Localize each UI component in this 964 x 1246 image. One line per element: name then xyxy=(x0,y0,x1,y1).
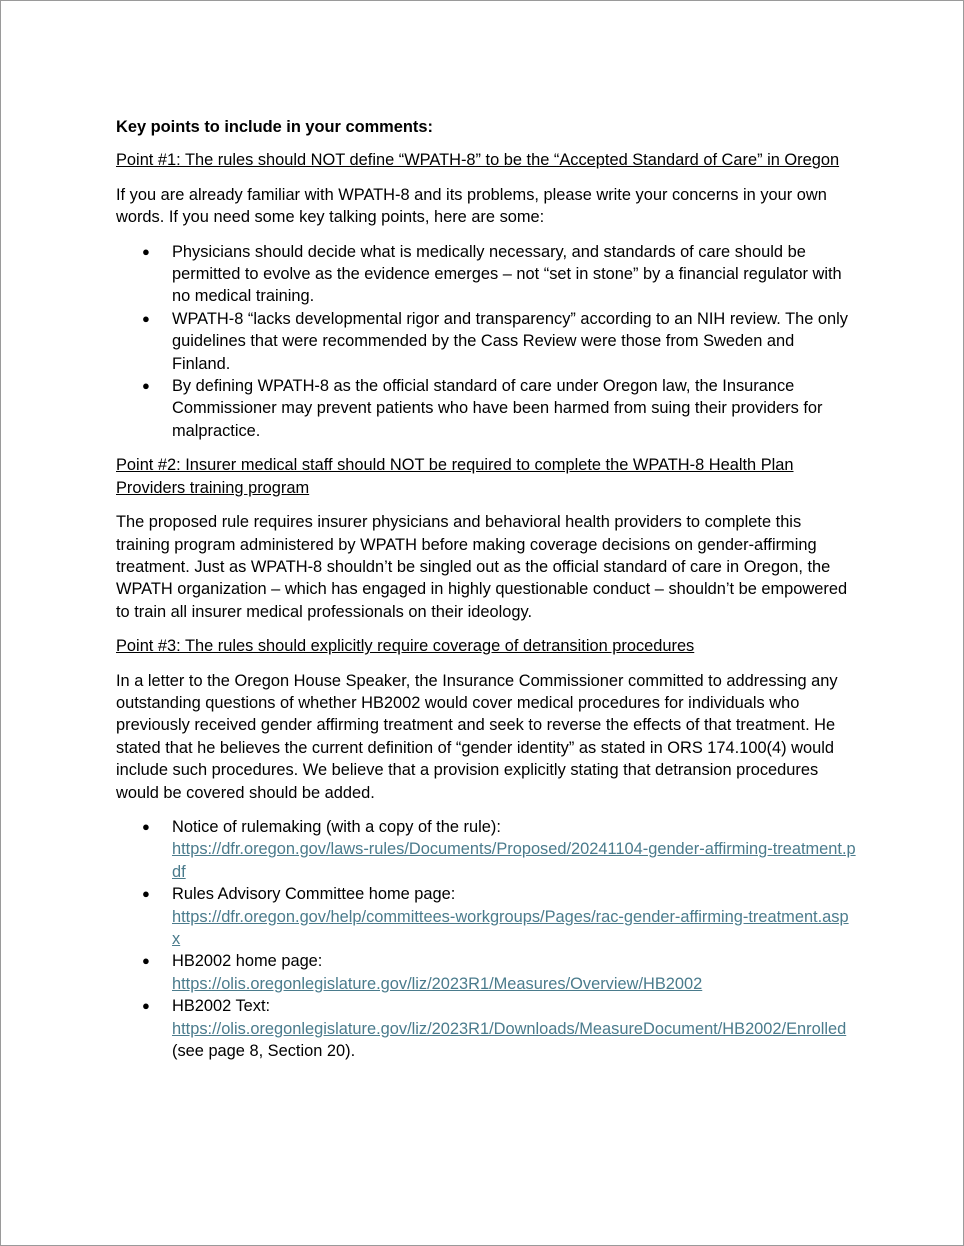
list-item xyxy=(116,375,856,442)
bullet-icon: ● xyxy=(142,953,150,969)
link-label: HB2002 Text: xyxy=(172,997,271,1016)
list-item-text: By defining WPATH-8 as the official standard of care under Oregon law, the Insurance Commissioner may prevent patients who have been harmed from suing their providers for malpractice. xyxy=(172,377,823,440)
list-item xyxy=(116,995,856,1062)
rules-advisory-committee-link[interactable]: https://dfr.oregon.gov/help/committees-workgroups/Pages/rac-gender-affirming-treatment.aspx xyxy=(172,907,849,948)
point-2-title: Point #2: Insurer medical staff should NOT be required to complete the WPATH-8 Health Plan Providers training program xyxy=(116,456,794,497)
link-label: HB2002 home page: xyxy=(172,952,323,971)
document-content xyxy=(116,116,856,1074)
link-label: Rules Advisory Committee home page: xyxy=(172,885,456,904)
resource-link-list xyxy=(116,816,856,1062)
point-3-body: In a letter to the Oregon House Speaker, the Insurance Commissioner committed to addressing any outstanding questions of whether HB2002 would cover medical procedures for individuals who previously received gender affirming treatment and seek to reverse the effects of that treatment. He stated that he believes the current definition of “gender identity” as stated in ORS 174.100(4) would include such procedures. We believe that a provision explicitly stating that detransion procedures would be covered should be added. xyxy=(116,671,838,802)
hb2002-text-link[interactable]: https://olis.oregonlegislature.gov/liz/2023R1/Downloads/MeasureDocument/HB2002/Enrolled xyxy=(172,1019,847,1038)
list-item xyxy=(116,241,856,308)
bullet-icon: ● xyxy=(142,310,150,326)
bullet-icon: ● xyxy=(142,818,150,834)
point-1-intro: If you are already familiar with WPATH-8 and its problems, please write your concerns in your own words. If you need some key talking points, here are some: xyxy=(116,185,827,227)
link-suffix: (see page 8, Section 20). xyxy=(172,1042,356,1061)
list-item-text: WPATH-8 “lacks developmental rigor and transparency” according to an NIH review. The only guidelines that were recommended by the Cass Review were those from Sweden and Finland. xyxy=(172,309,848,373)
link-label: Notice of rulemaking (with a copy of the rule): xyxy=(172,817,501,836)
hb2002-home-link[interactable]: https://olis.oregonlegislature.gov/liz/2023R1/Measures/Overview/HB2002 xyxy=(172,974,703,993)
rulemaking-notice-link[interactable]: https://dfr.oregon.gov/laws-rules/Documents/Proposed/20241104-gender-affirming-treatment.pdf xyxy=(172,840,856,881)
list-item xyxy=(116,816,856,883)
point-3-title: Point #3: The rules should explicitly require coverage of detransition procedures xyxy=(116,637,695,656)
point-1-bullet-list xyxy=(116,241,856,443)
point-1-title: Point #1: The rules should NOT define “WPATH-8” to be the “Accepted Standard of Care” in Oregon xyxy=(116,151,840,170)
list-item-text: Physicians should decide what is medically necessary, and standards of care should be permitted to evolve as the evidence emerges – not “set in stone” by a financial regulator with no medical training. xyxy=(172,242,842,306)
list-item xyxy=(116,308,856,375)
bullet-icon: ● xyxy=(142,243,150,259)
list-item xyxy=(116,950,856,995)
bullet-icon: ● xyxy=(142,378,150,394)
bullet-icon: ● xyxy=(142,998,150,1014)
point-2-body: The proposed rule requires insurer physicians and behavioral health providers to complete this training program administered by WPATH before making coverage decisions on gender-affirming treatment. Just as WPATH-8 shouldn’t be singled out as the official standard of care in Oregon, the WPATH organization – which has engaged in highly questionable conduct – shouldn’t be empowered to train all insurer medical professionals on their ideology. xyxy=(116,513,848,621)
list-item xyxy=(116,883,856,950)
bullet-icon: ● xyxy=(142,886,150,902)
page-heading: Key points to include in your comments: xyxy=(116,118,433,136)
